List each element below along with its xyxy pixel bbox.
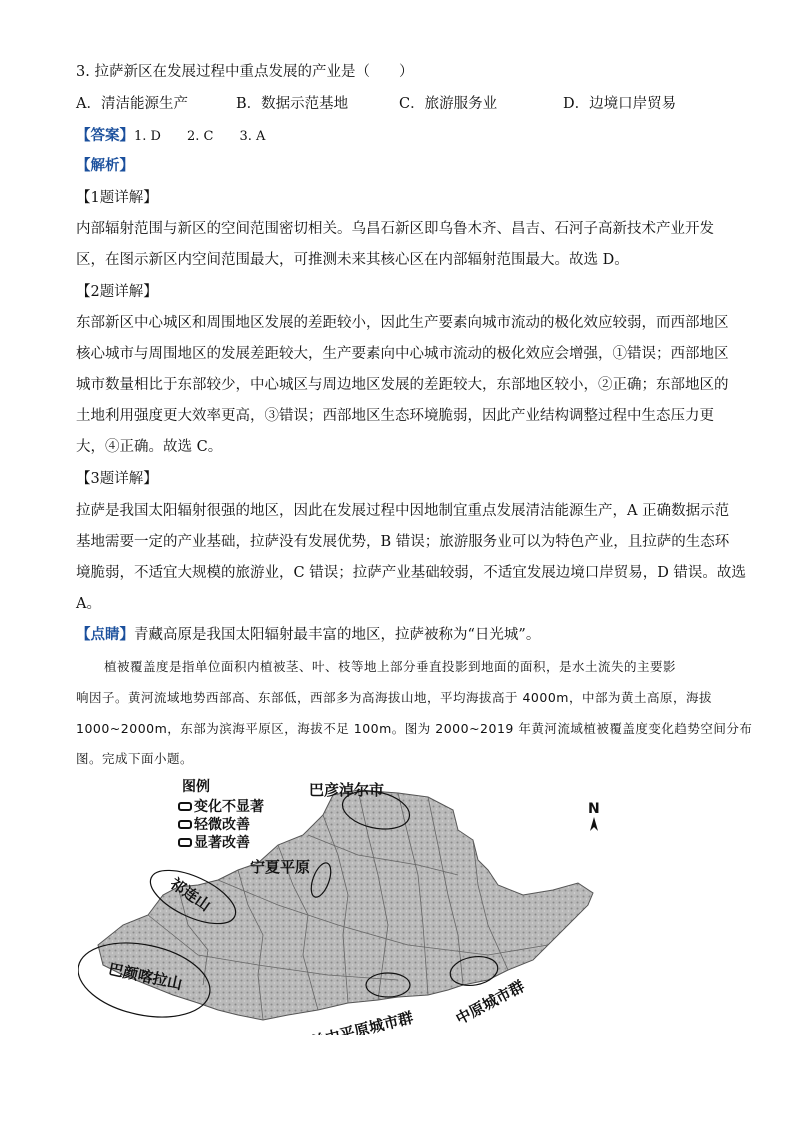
q3-options: [76, 94, 716, 114]
detail2-line: 核心城市与周围地区的发展差距较大，生产要素向中心城市流动的极化效应会增强，①错误；西部地区: [76, 346, 729, 362]
material-line: 响因子。黄河流域地势西部高、东部低，西部多为高海拔山地，平均海拔高于 4000m，中部为黄土高原，海拔: [76, 690, 712, 705]
material-line: 图。完成下面小题。: [76, 751, 194, 766]
detail1-line: 区，在图示新区内空间范围最大，可推测未来其核心区在内部辐射范围最大。故选 D。: [76, 252, 629, 268]
detail1-line: 内部辐射范围与新区的空间范围密切相关。乌昌石新区即乌鲁木齐、昌吉、石河子高新技术产业开发: [76, 221, 714, 237]
legend-item: 轻微改善: [194, 817, 250, 833]
label-bayannur: 巴彦淖尔市: [309, 781, 385, 799]
detail2-line: 土地利用强度更大效率更高，③错误；西部地区生态环境脆弱，因此产业结构调整过程中生态压力更: [76, 408, 714, 424]
detail2-line: 东部新区中心城区和周围地区发展的差距较小，因此生产要素向城市流动的极化效应较弱，而西部地区: [76, 315, 729, 331]
detail2-line: 城市数量相比于东部较少，中心城区与周边地区发展的差距较大，东部地区较小，②正确；东部地区的: [76, 377, 729, 393]
material-line: 植被覆盖度是指单位面积内植被茎、叶、枝等地上部分垂直投影到地面的面积，是水土流失的主要影: [104, 659, 677, 674]
legend-item: 变化不显著: [194, 799, 264, 815]
legend-swatch: [179, 839, 191, 846]
q3-option-d: D．边境口岸贸易: [563, 96, 677, 112]
tip-text: 青藏高原是我国太阳辐射最丰富的地区，拉萨被称为“日光城”。: [134, 627, 541, 643]
north-label: N: [588, 801, 600, 817]
label-qilian: 祁连山: [166, 874, 215, 915]
material-line: 1000~2000m，东部为滨海平原区，海拔不足 100m。图为 2000~2019 年黄河流域植被覆盖度变化趋势空间分布: [76, 721, 753, 736]
label-bayankala: 巴颜喀拉山: [106, 959, 184, 994]
answer-text: 1. D 2. C 3. A: [134, 129, 266, 144]
legend: [179, 778, 264, 851]
label-ningxia: 宁夏平原: [250, 858, 311, 876]
detail2-line: 大，④正确。故选 C。: [76, 439, 223, 455]
legend-swatch: [179, 803, 191, 810]
detail1-title: 【1题详解】: [76, 190, 158, 206]
answer-line: [76, 126, 265, 147]
detail2-title: 【2题详解】: [76, 284, 158, 300]
label-guanzhong: 关中平原城市群: [308, 1008, 416, 1035]
legend-swatch: [179, 821, 191, 828]
label-zhongyuan: 中原城市群: [452, 977, 528, 1029]
tip-line: [76, 625, 540, 645]
detail3-line: A。: [76, 596, 101, 612]
yellow-river-map: [78, 775, 618, 1035]
q3-option-a: A．清洁能源生产: [76, 96, 188, 112]
legend-title: 图例: [182, 779, 210, 795]
detail3-line: 基地需要一定的产业基础，拉萨没有发展优势，B 错误；旅游服务业可以为特色产业，且拉萨的生态环: [76, 534, 730, 550]
legend-item: 显著改善: [194, 835, 250, 851]
map-svg: [78, 775, 618, 1035]
north-arrow-icon: [588, 801, 600, 831]
q3-option-b: B．数据示范基地: [236, 96, 349, 112]
detail3-title: 【3题详解】: [76, 471, 158, 487]
q3-stem: 3. 拉萨新区在发展过程中重点发展的产业是（ ）: [76, 64, 414, 80]
detail3-line: 境脆弱，不适宜大规模的旅游业，C 错误；拉萨产业基础较弱，不适宜发展边境口岸贸易，D 错误。故选: [76, 565, 746, 581]
tip-tag: 【点睛】: [76, 626, 134, 643]
q3-option-c: C．旅游服务业: [399, 96, 498, 112]
answer-tag: 【答案】: [76, 127, 134, 144]
detail3-line: 拉萨是我国太阳辐射很强的地区，因此在发展过程中因地制宜重点发展清洁能源生产，A 正确数据示范: [76, 503, 730, 519]
analysis-tag: 【解析】: [76, 157, 134, 174]
